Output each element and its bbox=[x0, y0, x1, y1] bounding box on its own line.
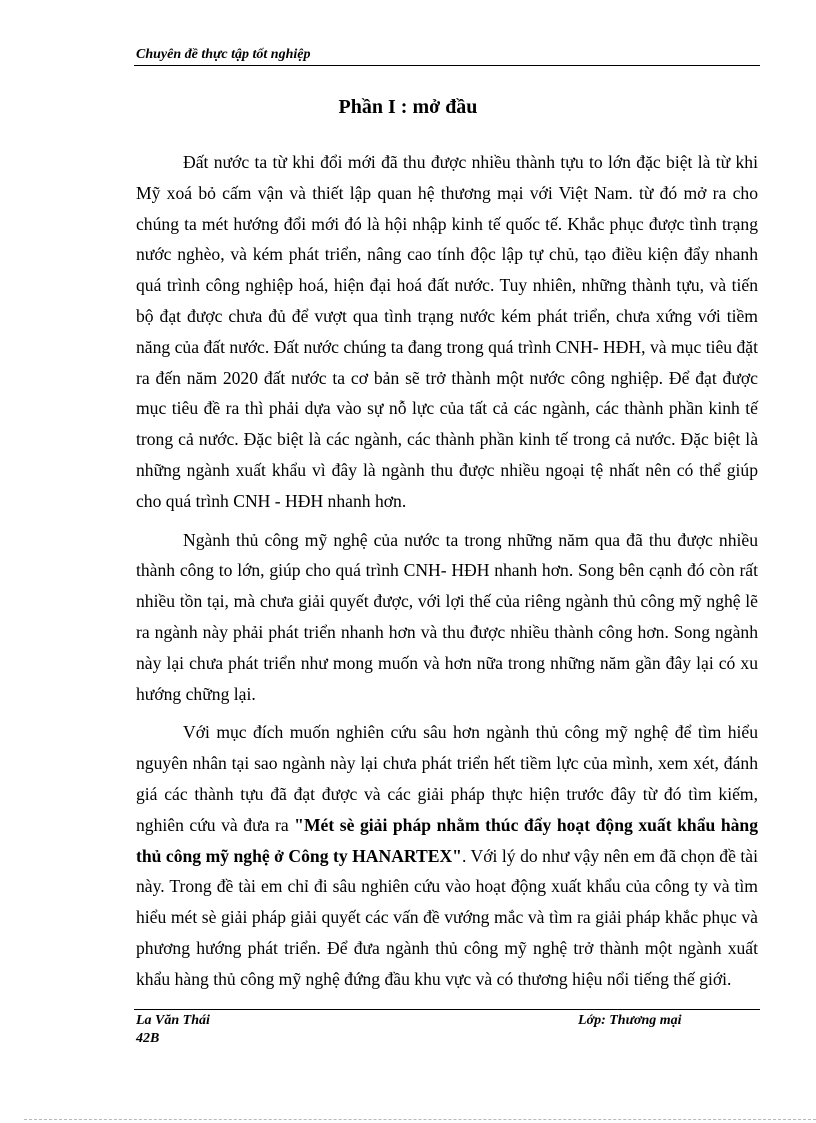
footer-author: La Văn Thái bbox=[136, 1013, 210, 1028]
page-title: Phần I : mở đầu bbox=[338, 96, 478, 118]
paragraph-3-rest: . Với lý do như vậy nên em đã chọn đề tài này. Trong đề tài em chỉ đi sâu nghiên cứu vào hoạt động xuất khẩu của công ty và tìm hiểu mét sè giải pháp giải quyết các vấn đề vướng mắc và tìm ra giải pháp khắc phục và phương hướng phát triển. Để đưa ngành thủ công mỹ nghệ trở thành một ngành xuất khẩu hàng thủ công mỹ nghệ đứng đầu khu vực và có thương hiệu nổi tiếng thế giới. bbox=[136, 845, 758, 989]
footer-class-code: 42B bbox=[136, 1031, 160, 1046]
thesis-topic: "Mét sè giải pháp nhằm thúc đẩy hoạt động xuất khẩu hàng thủ công mỹ nghệ ở Công ty HANARTEX" bbox=[136, 814, 758, 866]
paragraph-2: Ngành thủ công mỹ nghệ của nước ta trong những năm qua đã thu được nhiều thành công to lớn, giúp cho quá trình CNH- HĐH nhanh hơn. Song bên cạnh đó còn rất nhiều tồn tại, mà chưa giải quyết được, với lợi thế của riêng ngành thủ công mỹ nghệ lẽ ra ngành này phải phát triển nhanh hơn và thu được nhiều thành công hơn. Song ngành này lại chưa phát triển như mong muốn và hơn nữa trong những năm gần đây lại có xu hướng chững lại. bbox=[136, 529, 758, 704]
paragraph-3-intro: Với mục đích muốn nghiên cứu sâu hơn ngành thủ công mỹ nghệ để tìm hiểu nguyên nhân tại sao ngành này lại chưa phát triển hết tiềm lực của mình, xem xét, đánh giá các thành tựu đã đạt được và các giải pháp thực hiện trước đây từ đó tìm kiếm, nghiên cứu và đưa ra bbox=[136, 722, 758, 835]
footer-rule bbox=[134, 1009, 760, 1010]
paragraph-1: Đất nước ta từ khi đổi mới đã thu được nhiều thành tựu to lớn đặc biệt là từ khi Mỹ xoá bỏ cấm vận và thiết lập quan hệ thương mại với Việt Nam. từ đó mở ra cho chúng ta mét hướng đổi mới đó là hội nhập kinh tế quốc tế. Khắc phục được tình trạng nước nghèo, và kém phát triển, nâng cao tính độc lập tự chủ, tạo điều kiện đẩy nhanh quá trình công nghiệp hoá, hiện đại hoá đất nước. Tuy nhiên, những thành tựu, và tiến bộ đạt được chưa đủ để vượt qua tình trạng nước kém phát triển, chưa xứng với tiềm năng của đất nước. Đất nước chúng ta đang trong quá trình CNH- HĐH, và mục tiêu đặt ra đến năm 2020 đất nước ta cơ bản sẽ trở thành một nước công nghiệp. Để đạt được mục tiêu đề ra thì phải dựa vào sự nỗ lực của tất cả các ngành, các thành phần kinh tế trong cả nước. Đặc biệt là các ngành, các thành phần kinh tế trong cả nước. Đặc biệt là những ngành xuất khẩu vì đây là ngành thu được nhiều ngoại tệ nhất nên có thể giúp cho quá trình CNH - HĐH nhanh hơn. bbox=[136, 152, 758, 511]
paragraph-3 bbox=[136, 717, 758, 994]
footer-class-label: Lớp: Thương mại bbox=[578, 1013, 682, 1028]
header-rule bbox=[134, 65, 760, 66]
document-body bbox=[136, 147, 758, 1003]
running-header: Chuyên đề thực tập tốt nghiệp bbox=[136, 47, 311, 62]
page-bottom-edge bbox=[24, 1119, 816, 1120]
